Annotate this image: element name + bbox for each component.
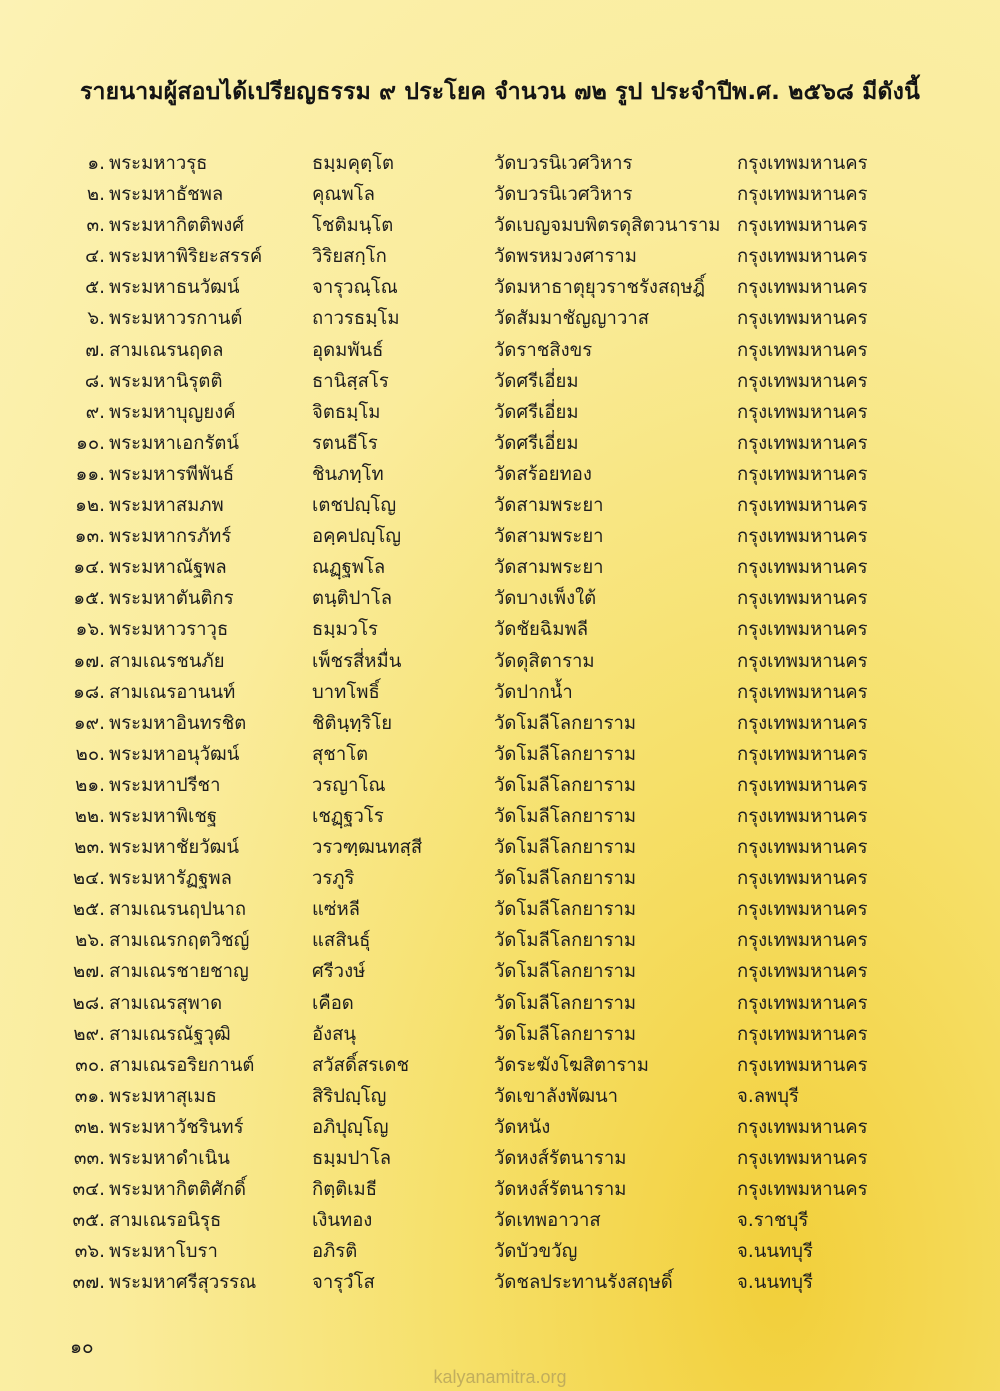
province-name: จ.ลพบุรี [737, 1085, 799, 1107]
dharma-name: คุณพโล [312, 184, 376, 206]
province-name: กรุงเทพมหานคร [737, 681, 868, 703]
temple-name: วัดสร้อยทอง [494, 463, 592, 485]
list-item [0, 1236, 1000, 1267]
dharma-name: สวัสดิ์สรเดช [312, 1054, 410, 1076]
temple-name: วัดบวรนิเวศวิหาร [494, 153, 633, 174]
temple-name: วัดหงส์รัตนาราม [494, 1179, 627, 1201]
temple-name: วัดโมลีโลกยาราม [494, 930, 637, 952]
list-item [0, 894, 1000, 925]
entry-number: ๗. [85, 339, 105, 361]
monk-name: พระมหาพิริยะสรรค์ [109, 246, 263, 268]
monk-name: พระมหาปรีชา [109, 774, 221, 796]
temple-name: วัดบางเพ็งใต้ [494, 588, 597, 610]
entry-number: ๓๐. [75, 1054, 105, 1076]
province-name: กรุงเทพมหานคร [737, 463, 868, 485]
entry-number: ๔. [85, 246, 105, 268]
entry-number: ๑๓. [74, 526, 105, 548]
monk-name: พระมหากิตติศักดิ์ [109, 1179, 247, 1201]
entry-number: ๓๒. [74, 1116, 105, 1138]
dharma-name: อุดมพันธ์ [312, 339, 384, 361]
list-item [0, 397, 1000, 428]
monk-name: พระมหาสุเมธ [109, 1085, 217, 1107]
list-item [0, 148, 1000, 179]
entry-number: ๒๔. [72, 868, 105, 890]
entry-number: ๒๗. [73, 961, 105, 983]
dharma-name: แซ่หลี [312, 899, 361, 921]
list-item [0, 583, 1000, 614]
list-item [0, 366, 1000, 397]
page-title: รายนามผู้สอบได้เปรียญธรรม ๙ ประโยค จำนวน ๗๒ รูป ประจำปีพ.ศ. ๒๕๖๘ มีดังนี้ [79, 79, 921, 105]
province-name: กรุงเทพมหานคร [737, 557, 868, 579]
entry-number: ๓๕. [72, 1210, 105, 1232]
list-item [0, 1112, 1000, 1143]
monk-name: พระมหาศรีสุวรรณ [109, 1272, 257, 1294]
monk-name: พระมหาวราวุธ [109, 619, 229, 641]
list-item [0, 490, 1000, 521]
dharma-name: ธมฺมวโร [312, 619, 378, 641]
dharma-name: ถาวรธมฺโม [312, 308, 400, 330]
monk-name: พระมหารพีพันธ์ [109, 463, 235, 485]
list-item [0, 1019, 1000, 1050]
list-item [0, 552, 1000, 583]
entry-number: ๑๔. [73, 557, 105, 579]
monk-name: พระมหาชัยวัฒน์ [109, 837, 239, 859]
dharma-name: ชิตินฺทฺริโย [312, 712, 393, 734]
list-item [0, 335, 1000, 366]
monk-name: พระมหานิรุตติ [109, 370, 223, 392]
province-name: กรุงเทพมหานคร [737, 526, 868, 548]
province-name: กรุงเทพมหานคร [737, 588, 868, 610]
monk-name: พระมหากรภัทร์ [109, 526, 232, 548]
province-name: กรุงเทพมหานคร [737, 1116, 868, 1138]
list-item [0, 677, 1000, 708]
watermark: kalyanamitra.org [433, 1367, 567, 1387]
dharma-name: สิริปญฺโญ [312, 1085, 387, 1107]
monk-name: สามเณรนฤดล [109, 339, 224, 361]
temple-name: วัดพรหมวงศาราม [494, 246, 637, 268]
temple-name: วัดดุสิตาราม [494, 650, 595, 672]
monk-name: สามเณรชนภัย [109, 650, 225, 672]
temple-name: วัดชัยฉิมพลี [494, 619, 589, 641]
dharma-name: อังสนุ [312, 1023, 357, 1045]
temple-name: วัดหงส์รัตนาราม [494, 1148, 627, 1169]
list-item [0, 614, 1000, 645]
province-name: กรุงเทพมหานคร [737, 308, 868, 330]
monk-name: สามเณรกฤตวิชญ์ [109, 930, 250, 952]
temple-name: วัดศรีเอี่ยม [494, 370, 579, 392]
temple-name: วัดโมลีโลกยาราม [494, 868, 637, 890]
province-name: กรุงเทพมหานคร [737, 619, 868, 641]
temple-name: วัดศรีเอี่ยม [494, 401, 579, 423]
province-name: กรุงเทพมหานคร [737, 712, 868, 734]
list-item [0, 428, 1000, 459]
dharma-name: รตนธีโร [312, 432, 378, 454]
entry-number: ๒๒. [74, 805, 105, 827]
monk-name: พระมหาดำเนิน [109, 1148, 230, 1169]
monk-name: พระมหาตันติกร [109, 588, 234, 610]
temple-name: วัดโมลีโลกยาราม [494, 992, 637, 1014]
entry-number: ๑๕. [73, 588, 105, 610]
monk-name: พระมหาวรกานต์ [109, 308, 243, 330]
monk-name: สามเณรชายชาญ [109, 961, 249, 983]
entry-number: ๓๔. [72, 1179, 105, 1201]
dharma-name: เชฏฺฐวโร [312, 805, 384, 827]
province-name: กรุงเทพมหานคร [737, 184, 868, 206]
list-item [0, 1143, 1000, 1174]
dharma-name: วิริยสกฺโก [312, 246, 387, 268]
entry-number: ๒. [86, 184, 105, 206]
dharma-name: วรญาโณ [312, 774, 386, 796]
temple-name: วัดบัวขวัญ [494, 1241, 578, 1263]
monk-name: พระมหาพิเชฐ [109, 805, 218, 827]
monk-name: พระมหาธัชพล [109, 184, 224, 206]
entry-number: ๒๙. [73, 1023, 105, 1045]
temple-name: วัดหนัง [494, 1116, 551, 1138]
temple-name: วัดสามพระยา [494, 526, 604, 548]
temple-name: วัดราชสิงขร [494, 339, 593, 361]
list-item [0, 459, 1000, 490]
temple-name: วัดโมลีโลกยาราม [494, 961, 637, 983]
dharma-name: สุชาโต [312, 743, 369, 765]
temple-name: วัดโมลีโลกยาราม [494, 743, 637, 765]
province-name: จ.ราชบุรี [737, 1210, 809, 1232]
province-name: กรุงเทพมหานคร [737, 401, 868, 423]
province-name: กรุงเทพมหานคร [737, 1148, 868, 1169]
province-name: กรุงเทพมหานคร [737, 153, 868, 174]
entry-number: ๒๑. [75, 774, 105, 796]
province-name: กรุงเทพมหานคร [737, 743, 868, 765]
monk-name: สามเณรอริยกานต์ [109, 1054, 255, 1076]
entry-number: ๒๓. [74, 837, 105, 859]
province-name: กรุงเทพมหานคร [737, 370, 868, 392]
dharma-name: กิตฺติเมธี [312, 1179, 378, 1201]
temple-name: วัดโมลีโลกยาราม [494, 837, 637, 859]
province-name: กรุงเทพมหานคร [737, 805, 868, 827]
entry-number: ๒๘. [72, 992, 105, 1014]
entry-number: ๑๐. [76, 432, 105, 454]
temple-name: วัดสามพระยา [494, 495, 604, 517]
list-item [0, 1050, 1000, 1081]
province-name: กรุงเทพมหานคร [737, 432, 868, 454]
monk-name: พระมหาณัฐพล [109, 557, 227, 579]
monk-name: สามเณรสุพาด [109, 992, 223, 1014]
dharma-name: ศรีวงษ์ [312, 961, 366, 983]
province-name: กรุงเทพมหานคร [737, 774, 868, 796]
entry-number: ๑๘. [73, 681, 105, 703]
province-name: กรุงเทพมหานคร [737, 868, 868, 890]
temple-name: วัดศรีเอี่ยม [494, 432, 579, 454]
list-item [0, 303, 1000, 334]
entry-number: ๓๑. [74, 1085, 105, 1107]
province-name: กรุงเทพมหานคร [737, 277, 868, 299]
entry-number: ๖. [87, 308, 105, 330]
list-item [0, 241, 1000, 272]
monk-name: สามเณรณัฐวุฒิ [109, 1023, 231, 1045]
list-item [0, 925, 1000, 956]
graduate-list [0, 148, 1000, 1298]
temple-name: วัดโมลีโลกยาราม [494, 1023, 637, 1045]
entry-number: ๑๗. [73, 650, 105, 672]
province-name: กรุงเทพมหานคร [737, 961, 868, 983]
province-name: กรุงเทพมหานคร [737, 650, 868, 672]
entry-number: ๑๑. [75, 463, 105, 485]
dharma-name: แสสินธุ์ [312, 930, 371, 952]
monk-name: พระมหาอนุวัฒน์ [109, 743, 240, 765]
dharma-name: จารุวณฺโณ [312, 277, 398, 299]
province-name: กรุงเทพมหานคร [737, 246, 868, 268]
list-item [0, 1267, 1000, 1298]
monk-name: พระมหาเอกรัตน์ [109, 432, 240, 454]
dharma-name: ตนฺติปาโล [312, 588, 393, 610]
temple-name: วัดเบญจมบพิตรดุสิตวนาราม [494, 215, 721, 237]
dharma-name: วรวฑฺฒนทสฺสี [312, 837, 423, 859]
dharma-name: โชติมนฺโต [312, 215, 394, 237]
dharma-name: เตชปญฺโญ [312, 495, 397, 517]
temple-name: วัดมหาธาตุยุวราชรังสฤษฎิ์ [494, 277, 706, 299]
temple-name: วัดบวรนิเวศวิหาร [494, 184, 633, 206]
entry-number: ๕. [85, 277, 105, 299]
list-item [0, 1205, 1000, 1236]
temple-name: วัดปากน้ำ [494, 681, 573, 703]
dharma-name: ธมฺมปาโล [312, 1148, 392, 1169]
province-name: กรุงเทพมหานคร [737, 339, 868, 361]
temple-name: วัดโมลีโลกยาราม [494, 805, 637, 827]
temple-name: วัดโมลีโลกยาราม [494, 712, 637, 734]
monk-name: สามเณรอนิรุธ [109, 1210, 222, 1232]
dharma-name: อภิรติ [312, 1241, 358, 1263]
list-item [0, 863, 1000, 894]
dharma-name: จารุวํโส [312, 1272, 375, 1294]
list-item [0, 1081, 1000, 1112]
entry-number: ๓๓. [73, 1148, 105, 1169]
province-name: จ.นนทบุรี [737, 1241, 813, 1263]
monk-name: พระมหาโบรา [109, 1241, 218, 1263]
list-item [0, 272, 1000, 303]
monk-name: พระมหาบุญยงค์ [109, 401, 236, 423]
temple-name: วัดโมลีโลกยาราม [494, 774, 637, 796]
list-item [0, 988, 1000, 1019]
dharma-name: ธานิสฺสโร [312, 370, 389, 392]
monk-name: พระมหาวัชรินทร์ [109, 1116, 244, 1138]
entry-number: ๒๕. [72, 899, 105, 921]
dharma-name: เพ็ชรสี่หมื่น [312, 650, 402, 672]
monk-name: พระมหาอินทรชิต [109, 712, 247, 734]
temple-name: วัดชลประทานรังสฤษดิ์ [494, 1272, 673, 1294]
entry-number: ๒๐. [75, 743, 105, 765]
list-item [0, 521, 1000, 552]
dharma-name: ณฏฺฐพโล [312, 557, 386, 579]
dharma-name: เงินทอง [312, 1210, 373, 1232]
province-name: กรุงเทพมหานคร [737, 215, 868, 237]
monk-name: พระมหาวรุธ [109, 153, 208, 174]
temple-name: วัดระฆังโฆสิตาราม [494, 1054, 649, 1076]
list-item [0, 210, 1000, 241]
list-item [0, 739, 1000, 770]
entry-number: ๓. [86, 215, 105, 237]
entry-number: ๙. [85, 401, 105, 423]
dharma-name: ชินภทฺโท [312, 463, 384, 485]
province-name: กรุงเทพมหานคร [737, 837, 868, 859]
entry-number: ๑๙. [73, 712, 105, 734]
province-name: กรุงเทพมหานคร [737, 1054, 868, 1076]
list-item [0, 832, 1000, 863]
monk-name: สามเณรนฤปนาถ [109, 899, 247, 921]
list-item [0, 646, 1000, 677]
entry-number: ๘. [84, 370, 105, 392]
province-name: กรุงเทพมหานคร [737, 495, 868, 517]
dharma-name: อภิปุญฺโญ [312, 1116, 389, 1138]
list-item [0, 179, 1000, 210]
monk-name: พระมหาสมภพ [109, 495, 224, 517]
province-name: กรุงเทพมหานคร [737, 899, 868, 921]
entry-number: ๑๖. [75, 619, 105, 641]
temple-name: วัดสามพระยา [494, 557, 604, 579]
entry-number: ๒๖. [75, 930, 105, 952]
dharma-name: บาทโพธิ์ [312, 681, 380, 703]
dharma-name: วรภูริ [312, 868, 355, 890]
temple-name: วัดโมลีโลกยาราม [494, 899, 637, 921]
entry-number: ๓๖. [74, 1241, 105, 1263]
province-name: กรุงเทพมหานคร [737, 992, 868, 1014]
entry-number: ๑. [87, 153, 105, 174]
dharma-name: อคฺคปญฺโญ [312, 526, 402, 548]
list-item [0, 956, 1000, 987]
monk-name: สามเณรอานนท์ [109, 681, 236, 703]
list-item [0, 770, 1000, 801]
list-item [0, 801, 1000, 832]
temple-name: วัดเทพอาวาส [494, 1210, 601, 1232]
province-name: กรุงเทพมหานคร [737, 1023, 868, 1045]
entry-number: ๓๗. [72, 1272, 105, 1294]
province-name: จ.นนทบุรี [737, 1272, 813, 1294]
monk-name: พระมหารัฏฐพล [109, 868, 232, 890]
page-number: ๑๐ [70, 1336, 94, 1358]
entry-number: ๑๒. [75, 495, 105, 517]
list-item [0, 708, 1000, 739]
dharma-name: จิตธมฺโม [312, 401, 381, 423]
dharma-name: เคือด [312, 992, 354, 1014]
monk-name: พระมหากิตติพงศ์ [109, 215, 245, 237]
dharma-name: ธมฺมคุตฺโต [312, 153, 395, 174]
monk-name: พระมหาธนวัฒน์ [109, 277, 240, 299]
province-name: กรุงเทพมหานคร [737, 930, 868, 952]
province-name: กรุงเทพมหานคร [737, 1179, 868, 1201]
list-item [0, 1174, 1000, 1205]
temple-name: วัดสัมมาชัญญาวาส [494, 308, 650, 330]
temple-name: วัดเขาลังพัฒนา [494, 1085, 619, 1107]
